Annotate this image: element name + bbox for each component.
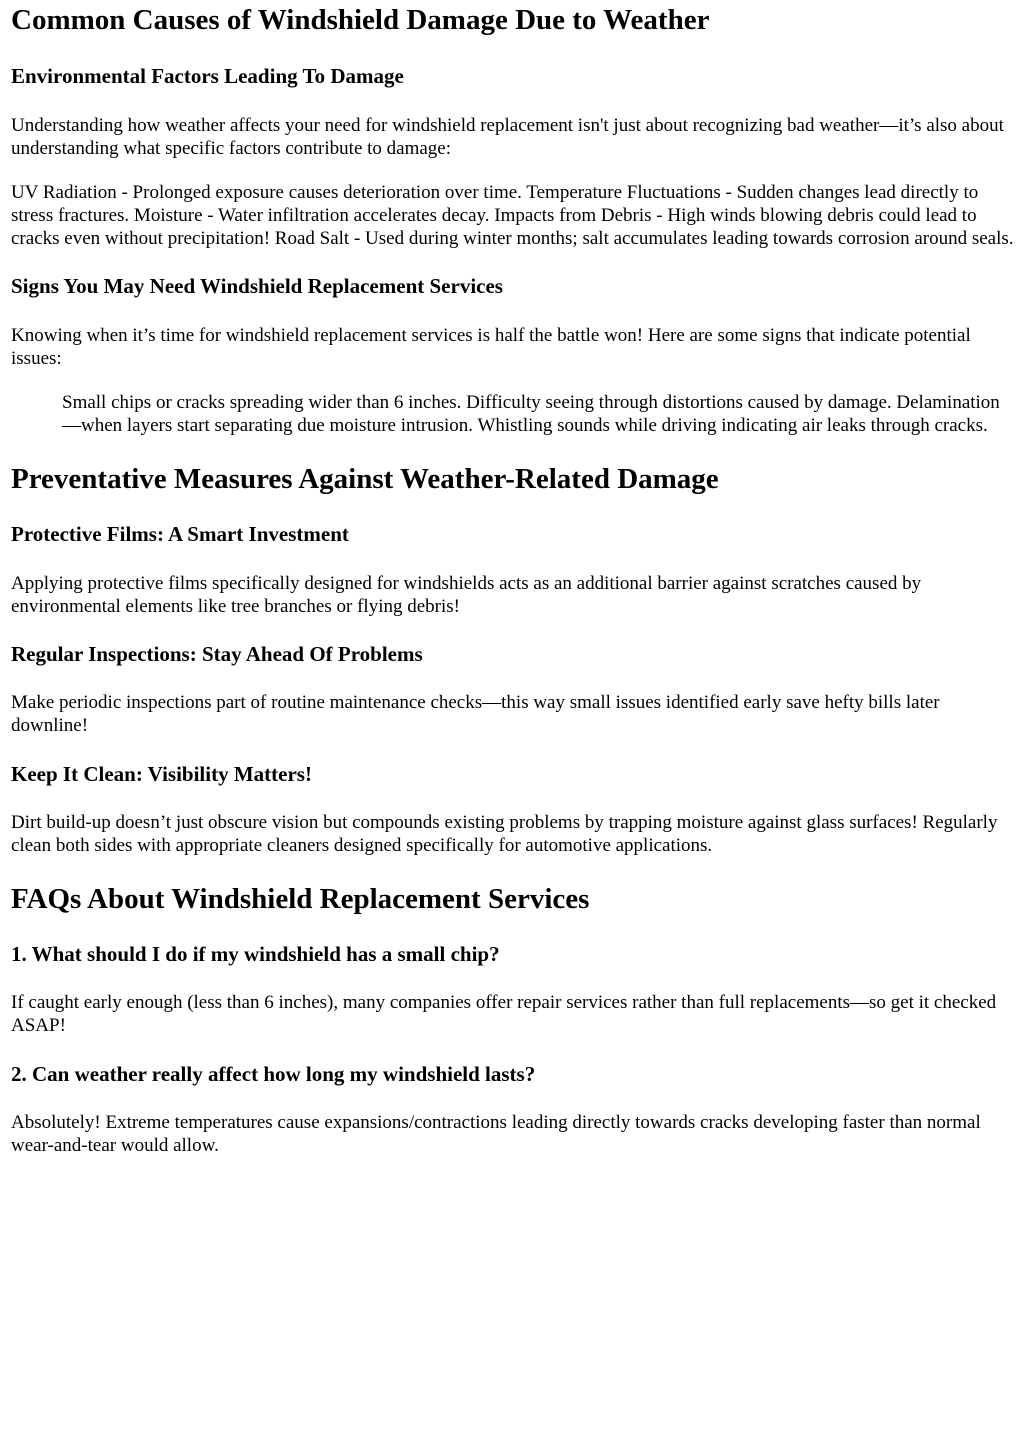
paragraph-signs-intro: Knowing when it’s time for windshield replacement services is half the battle won! Here are some signs that indicate potential issues: [11, 325, 971, 369]
faq-question-small-chip: 1. What should I do if my windshield has a small chip? [11, 942, 500, 966]
paragraph-damage-factors: UV Radiation - Prolonged exposure causes deterioration over time. Temperature Fluctuations - Sudden changes lead directly to stress fractures. Moisture - Water infiltration accelerates decay. Impacts from Debris - High winds blowing debris could lead to cracks even without precipitation! Road Salt - Used during winter months; salt accumulates leading towards corrosion around seals. [11, 182, 1014, 249]
section-heading-faqs: FAQs About Windshield Replacement Services [11, 883, 590, 915]
article-body [0, 3, 1024, 1157]
paragraph-protective-films: Applying protective films specifically designed for windshields acts as an additional barrier against scratches caused by environmental elements like tree branches or flying debris! [11, 573, 922, 617]
faq-answer-weather-lifespan: Absolutely! Extreme temperatures cause expansions/contractions leading directly towards cracks developing faster than normal wear-and-tear would allow. [11, 1112, 981, 1156]
subheading-signs-replacement: Signs You May Need Windshield Replacement Services [11, 274, 503, 298]
faq-answer-small-chip: If caught early enough (less than 6 inches), many companies offer repair services rather than full replacements—so get it checked ASAP! [11, 992, 997, 1036]
subheading-regular-inspections: Regular Inspections: Stay Ahead Of Problems [11, 642, 423, 666]
quote-warning-signs: Small chips or cracks spreading wider than 6 inches. Difficulty seeing through distortions caused by damage. Delamination—when layers start separating due moisture intrusion. Whistling sounds while driving indicating air leaks through cracks. [62, 392, 1000, 436]
faq-question-weather-lifespan: 2. Can weather really affect how long my windshield lasts? [11, 1062, 536, 1086]
subheading-environmental-factors: Environmental Factors Leading To Damage [11, 64, 404, 88]
paragraph-weather-intro: Understanding how weather affects your need for windshield replacement isn't just about recognizing bad weather—it’s also about understanding what specific factors contribute to damage: [11, 115, 1004, 159]
section-heading-causes: Common Causes of Windshield Damage Due to Weather [11, 4, 710, 36]
section-heading-preventative: Preventative Measures Against Weather-Related Damage [11, 463, 719, 495]
subheading-keep-clean: Keep It Clean: Visibility Matters! [11, 762, 312, 786]
paragraph-keep-clean: Dirt build-up doesn’t just obscure vision but compounds existing problems by trapping moisture against glass surfaces! Regularly clean both sides with appropriate cleaners designed specifically for automotive applications. [11, 812, 998, 856]
paragraph-regular-inspections: Make periodic inspections part of routine maintenance checks—this way small issues identified early save hefty bills later downline! [11, 692, 940, 736]
subheading-protective-films: Protective Films: A Smart Investment [11, 522, 349, 546]
